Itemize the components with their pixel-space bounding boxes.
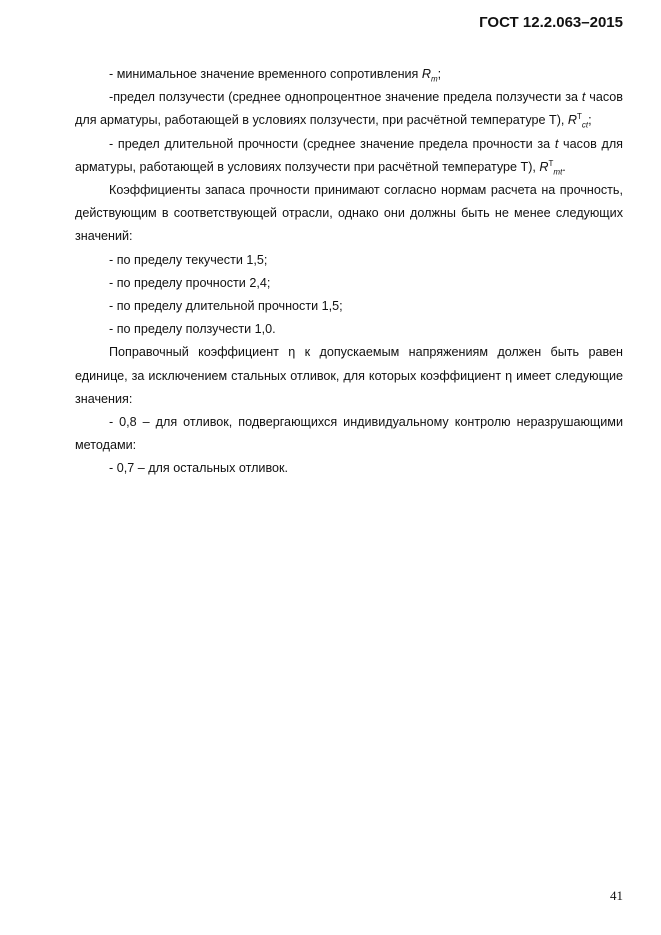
list-item: - по пределу длительной прочности 1,5; [109, 299, 343, 314]
document-header: ГОСТ 12.2.063–2015 [479, 14, 623, 31]
paragraph-creep-limit: -предел ползучести (среднее однопроцентное значение предела ползучести за t часов для арматуры, работающей в условиях ползучести, при расчётной температуре Т), $R^T_{ct}$; [75, 90, 623, 130]
list-item: - по пределу ползучести 1,0. [109, 322, 276, 337]
list-item: - по пределу прочности 2,4; [109, 275, 271, 290]
paragraph-ultimate-strength: - минимальное значение временного сопротивления $R_m$; [109, 67, 442, 84]
list-item: - 0,8 – для отливок, подвергающихся индивидуальному контролю неразрушающими методами: [75, 415, 623, 453]
paragraph-correction-factor: Поправочный коэффициент η к допускаемым напряжениям должен быть равен единице, за исключением стальных отливок, для которых коэффициент η имеет следующие значения: [75, 345, 623, 406]
page-number: 41 [610, 888, 623, 903]
list-item: - 0,7 – для остальных отливок. [109, 461, 289, 476]
paragraph-safety-factors: Коэффициенты запаса прочности принимают согласно нормам расчета на прочность, действующим в соответствующей отрасли, однако они должны быть не менее следующих значений: [75, 183, 623, 244]
document-body [75, 63, 623, 481]
paragraph-long-term-strength: - предел длительной прочности (среднее значение предела прочности за t часов для арматуры, работающей в условиях ползучести при расчётной температуре Т), $R^T_{mt}$. [75, 136, 623, 177]
list-item: - по пределу текучести 1,5; [109, 252, 268, 267]
